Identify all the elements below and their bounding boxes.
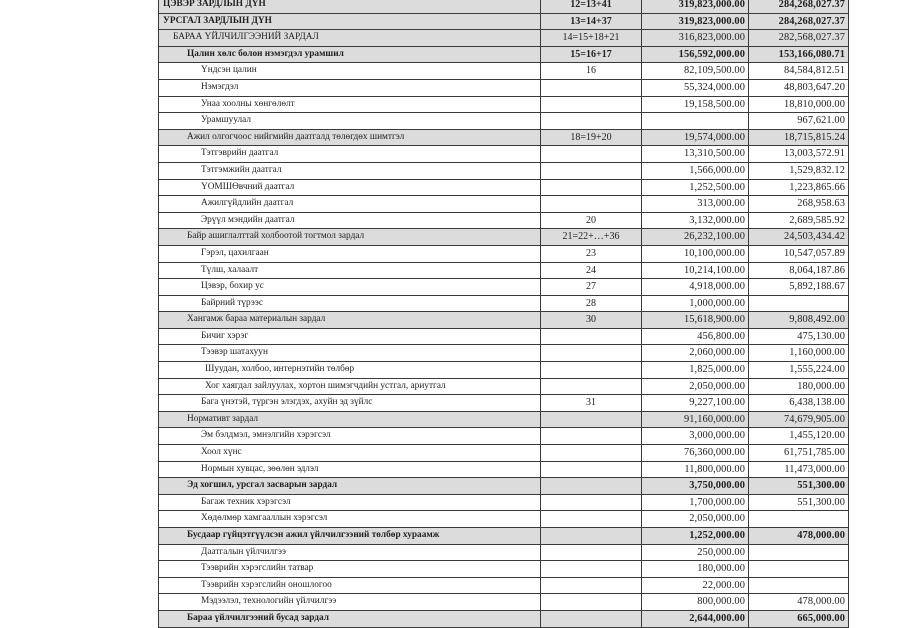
actual-amount-cell: 1,555,224.00 <box>749 362 849 379</box>
table-row <box>159 46 849 63</box>
approved-amount-cell: 2,060,000.00 <box>642 345 749 362</box>
row-code-cell <box>541 494 642 511</box>
approved-amount-cell: 15,618,900.00 <box>642 312 749 329</box>
approved-amount-cell: 76,360,000.00 <box>642 445 749 462</box>
actual-amount-cell: 6,438,138.00 <box>749 395 849 412</box>
table-row <box>159 362 849 379</box>
table-row <box>159 113 849 130</box>
row-code-cell <box>541 113 642 130</box>
approved-amount-cell: 3,750,000.00 <box>642 478 749 495</box>
actual-amount-cell: 551,300.00 <box>749 494 849 511</box>
row-name-cell: Даатгалын үйлчилгээ <box>159 544 541 561</box>
row-code-cell <box>541 79 642 96</box>
table-row <box>159 428 849 445</box>
row-name-cell: Цэвэр, бохир ус <box>159 279 541 296</box>
actual-amount-cell: 61,751,785.00 <box>749 445 849 462</box>
approved-amount-cell: 319,823,000.00 <box>642 13 749 30</box>
row-code-cell: 18=19+20 <box>541 129 642 146</box>
table-row <box>159 411 849 428</box>
row-name-cell: Эм бэлдмэл, эмнэлгийн хэрэгсэл <box>159 428 541 445</box>
table-row <box>159 162 849 179</box>
actual-amount-cell: 1,529,832.12 <box>749 162 849 179</box>
actual-amount-cell: 284,268,027.37 <box>749 0 849 13</box>
row-name-cell: Нормативт зардал <box>159 411 541 428</box>
actual-amount-cell <box>749 577 849 594</box>
row-code-cell <box>541 610 642 627</box>
actual-amount-cell: 74,679,905.00 <box>749 411 849 428</box>
row-name-cell: Түлш, халаалт <box>159 262 541 279</box>
table-row <box>159 594 849 611</box>
table-row <box>159 395 849 412</box>
row-name-cell: Бичиг хэрэг <box>159 328 541 345</box>
row-name-cell: Үндсэн цалин <box>159 63 541 80</box>
row-name-cell: Тэтгэмжийн даатгал <box>159 162 541 179</box>
row-name-cell: Унаа хоолны хөнгөлөлт <box>159 96 541 113</box>
table-row <box>159 312 849 329</box>
row-name-cell: Хоол хүнс <box>159 445 541 462</box>
row-code-cell: 15=16+17 <box>541 46 642 63</box>
row-code-cell: 28 <box>541 295 642 312</box>
row-code-cell <box>541 544 642 561</box>
row-name-cell: Бараа үйлчилгээний бусад зардал <box>159 610 541 627</box>
row-code-cell <box>541 179 642 196</box>
approved-amount-cell: 3,132,000.00 <box>642 212 749 229</box>
actual-amount-cell: 284,268,027.37 <box>749 13 849 30</box>
actual-amount-cell: 2,689,585.92 <box>749 212 849 229</box>
row-name-cell: Тээврийн хэрэгслийн татвар <box>159 561 541 578</box>
table-row <box>159 196 849 213</box>
approved-amount-cell: 156,592,000.00 <box>642 46 749 63</box>
table-row <box>159 544 849 561</box>
table-row <box>159 279 849 296</box>
actual-amount-cell: 268,958.63 <box>749 196 849 213</box>
approved-amount-cell: 19,574,000.00 <box>642 129 749 146</box>
table-row <box>159 328 849 345</box>
row-name-cell: Тээвэр шатахуун <box>159 345 541 362</box>
table-row <box>159 511 849 528</box>
actual-amount-cell: 1,223,865.66 <box>749 179 849 196</box>
row-name-cell: Хангамж бараа материалын зардал <box>159 312 541 329</box>
row-code-cell <box>541 461 642 478</box>
table-row <box>159 63 849 80</box>
approved-amount-cell: 13,310,500.00 <box>642 146 749 163</box>
actual-amount-cell: 1,160,000.00 <box>749 345 849 362</box>
approved-amount-cell: 1,566,000.00 <box>642 162 749 179</box>
table-row <box>159 561 849 578</box>
table-row <box>159 13 849 30</box>
table-row <box>159 96 849 113</box>
row-code-cell: 30 <box>541 312 642 329</box>
approved-amount-cell: 11,800,000.00 <box>642 461 749 478</box>
row-name-cell: Хөдөлмөр хамгааллын хэрэгсэл <box>159 511 541 528</box>
table-row <box>159 461 849 478</box>
row-code-cell <box>541 561 642 578</box>
approved-amount-cell: 2,050,000.00 <box>642 378 749 395</box>
expense-table <box>158 0 849 628</box>
approved-amount-cell: 2,644,000.00 <box>642 610 749 627</box>
row-code-cell <box>541 345 642 362</box>
approved-amount-cell: 250,000.00 <box>642 544 749 561</box>
table-row <box>159 30 849 47</box>
actual-amount-cell <box>749 561 849 578</box>
row-name-cell: Эд хогшил, урсгал засварын зардал <box>159 478 541 495</box>
approved-amount-cell: 26,232,100.00 <box>642 229 749 246</box>
table-row <box>159 378 849 395</box>
row-code-cell <box>541 362 642 379</box>
actual-amount-cell: 153,166,080.71 <box>749 46 849 63</box>
row-name-cell: Ажилгүйдлийн даатгал <box>159 196 541 213</box>
approved-amount-cell: 22,000.00 <box>642 577 749 594</box>
row-code-cell: 13=14+37 <box>541 13 642 30</box>
actual-amount-cell: 551,300.00 <box>749 478 849 495</box>
actual-amount-cell: 665,000.00 <box>749 610 849 627</box>
actual-amount-cell <box>749 511 849 528</box>
actual-amount-cell: 18,810,000.00 <box>749 96 849 113</box>
actual-amount-cell: 478,000.00 <box>749 594 849 611</box>
actual-amount-cell: 13,003,572.91 <box>749 146 849 163</box>
table-row <box>159 345 849 362</box>
approved-amount-cell: 1,825,000.00 <box>642 362 749 379</box>
row-code-cell <box>541 511 642 528</box>
table-row <box>159 229 849 246</box>
row-name-cell: Ажил олгогчоос нийгмийн даатгалд төлөгдөх шимтгэл <box>159 129 541 146</box>
approved-amount-cell: 313,000.00 <box>642 196 749 213</box>
actual-amount-cell: 967,621.00 <box>749 113 849 130</box>
approved-amount-cell: 19,158,500.00 <box>642 96 749 113</box>
table-row <box>159 129 849 146</box>
row-code-cell: 12=13+41 <box>541 0 642 13</box>
table-row <box>159 212 849 229</box>
row-code-cell <box>541 411 642 428</box>
approved-amount-cell: 319,823,000.00 <box>642 0 749 13</box>
actual-amount-cell: 11,473,000.00 <box>749 461 849 478</box>
row-name-cell: ЦЭВЭР ЗАРДЛЫН ДҮН <box>159 0 541 13</box>
row-code-cell <box>541 577 642 594</box>
row-code-cell <box>541 328 642 345</box>
row-code-cell <box>541 162 642 179</box>
actual-amount-cell: 180,000.00 <box>749 378 849 395</box>
row-name-cell: Байр ашиглалттай холбоотой тогтмол зардал <box>159 229 541 246</box>
row-name-cell: Байрний түрээс <box>159 295 541 312</box>
approved-amount-cell: 55,324,000.00 <box>642 79 749 96</box>
row-name-cell: ҮОМШӨвчний даатгал <box>159 179 541 196</box>
table-row <box>159 146 849 163</box>
row-name-cell: Нэмэгдэл <box>159 79 541 96</box>
approved-amount-cell: 180,000.00 <box>642 561 749 578</box>
approved-amount-cell: 10,214,100.00 <box>642 262 749 279</box>
expense-table-body <box>159 0 849 627</box>
actual-amount-cell: 478,000.00 <box>749 528 849 545</box>
row-code-cell: 31 <box>541 395 642 412</box>
approved-amount-cell: 91,160,000.00 <box>642 411 749 428</box>
actual-amount-cell: 18,715,815.24 <box>749 129 849 146</box>
table-row <box>159 528 849 545</box>
approved-amount-cell: 1,700,000.00 <box>642 494 749 511</box>
actual-amount-cell: 8,064,187.86 <box>749 262 849 279</box>
row-code-cell: 21=22+…+36 <box>541 229 642 246</box>
approved-amount-cell: 1,252,000.00 <box>642 528 749 545</box>
row-code-cell: 20 <box>541 212 642 229</box>
row-code-cell <box>541 146 642 163</box>
row-name-cell: Шуудан, холбоо, интернэтийн төлбөр <box>159 362 541 379</box>
row-name-cell: Бусдаар гүйцэтгүүлсэн ажил үйлчилгээний төлбөр хураамж <box>159 528 541 545</box>
row-name-cell: УРСГАЛ ЗАРДЛЫН ДҮН <box>159 13 541 30</box>
row-code-cell: 24 <box>541 262 642 279</box>
approved-amount-cell: 1,000,000.00 <box>642 295 749 312</box>
row-name-cell: Эрүүл мэндийн даатгал <box>159 212 541 229</box>
row-name-cell: Тэтгэврийн даатгал <box>159 146 541 163</box>
approved-amount-cell: 800,000.00 <box>642 594 749 611</box>
approved-amount-cell: 4,918,000.00 <box>642 279 749 296</box>
row-code-cell <box>541 478 642 495</box>
row-code-cell <box>541 445 642 462</box>
row-name-cell: БАРАА ҮЙЛЧИЛГЭЭНИЙ ЗАРДАЛ <box>159 30 541 47</box>
row-code-cell <box>541 96 642 113</box>
approved-amount-cell: 82,109,500.00 <box>642 63 749 80</box>
row-name-cell: Хог хаягдал зайлуулах, хортон шимэгчдийн устгал, ариутгал <box>159 378 541 395</box>
approved-amount-cell: 10,100,000.00 <box>642 245 749 262</box>
table-row <box>159 179 849 196</box>
row-name-cell: Урамшуулал <box>159 113 541 130</box>
row-code-cell: 16 <box>541 63 642 80</box>
row-code-cell: 27 <box>541 279 642 296</box>
row-code-cell <box>541 378 642 395</box>
actual-amount-cell <box>749 544 849 561</box>
actual-amount-cell: 9,808,492.00 <box>749 312 849 329</box>
row-name-cell: Мэдээлэл, технологийн үйлчилгээ <box>159 594 541 611</box>
actual-amount-cell: 5,892,188.67 <box>749 279 849 296</box>
table-row <box>159 0 849 13</box>
row-code-cell: 23 <box>541 245 642 262</box>
row-name-cell: Тээврийн хэрэгслийн оношлогоо <box>159 577 541 594</box>
actual-amount-cell: 282,568,027.37 <box>749 30 849 47</box>
row-code-cell <box>541 594 642 611</box>
row-name-cell: Багаж техник хэрэгсэл <box>159 494 541 511</box>
approved-amount-cell: 316,823,000.00 <box>642 30 749 47</box>
table-row <box>159 478 849 495</box>
approved-amount-cell: 1,252,500.00 <box>642 179 749 196</box>
table-row <box>159 295 849 312</box>
table-row <box>159 577 849 594</box>
table-row <box>159 494 849 511</box>
table-row <box>159 245 849 262</box>
row-code-cell <box>541 428 642 445</box>
row-code-cell <box>541 196 642 213</box>
row-name-cell: Нормын хувцас, зөөлөн эдлэл <box>159 461 541 478</box>
table-row <box>159 262 849 279</box>
actual-amount-cell: 1,455,120.00 <box>749 428 849 445</box>
approved-amount-cell: 3,000,000.00 <box>642 428 749 445</box>
row-code-cell: 14=15+18+21 <box>541 30 642 47</box>
approved-amount-cell: 456,800.00 <box>642 328 749 345</box>
actual-amount-cell: 48,803,647.20 <box>749 79 849 96</box>
approved-amount-cell <box>642 113 749 130</box>
row-name-cell: Гэрэл, цахилгаан <box>159 245 541 262</box>
actual-amount-cell: 10,547,057.89 <box>749 245 849 262</box>
row-name-cell: Бага үнэтэй, түргэн элэгдэх, ахуйн эд зүйлс <box>159 395 541 412</box>
table-row <box>159 610 849 627</box>
approved-amount-cell: 2,050,000.00 <box>642 511 749 528</box>
row-code-cell <box>541 528 642 545</box>
actual-amount-cell: 84,584,812.51 <box>749 63 849 80</box>
table-row <box>159 445 849 462</box>
table-row <box>159 79 849 96</box>
actual-amount-cell <box>749 295 849 312</box>
actual-amount-cell: 475,130.00 <box>749 328 849 345</box>
actual-amount-cell: 24,503,434.42 <box>749 229 849 246</box>
row-name-cell: Цалин хөлс болон нэмэгдэл урамшил <box>159 46 541 63</box>
approved-amount-cell: 9,227,100.00 <box>642 395 749 412</box>
